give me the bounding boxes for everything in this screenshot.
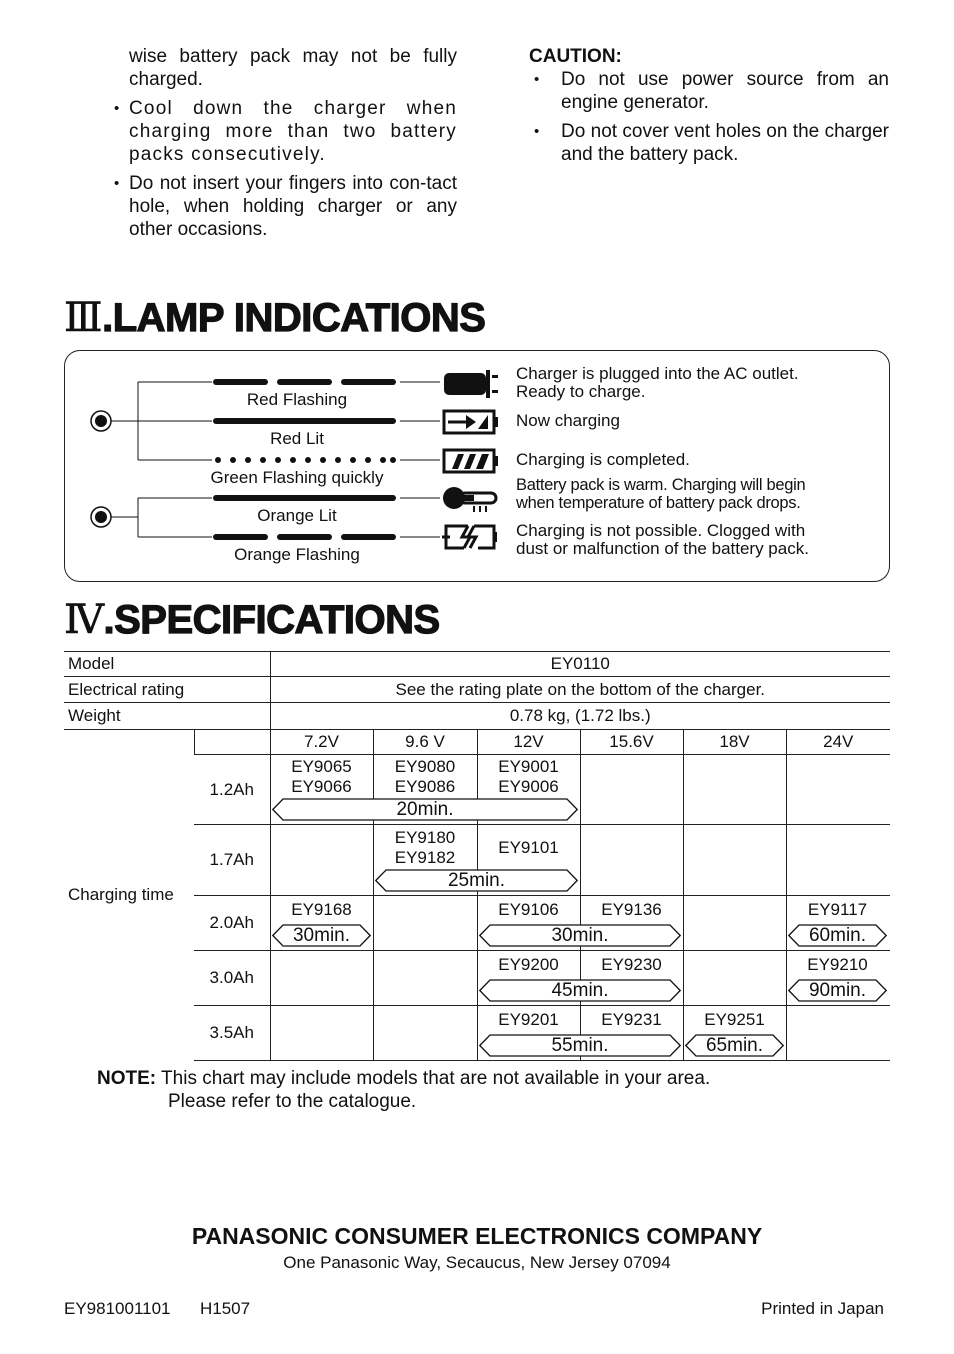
capacity-label: 2.0Ah xyxy=(194,896,270,951)
red-green-lamp-icon xyxy=(91,411,111,431)
table-row-rating xyxy=(64,677,890,703)
charging-time-label: Charging time xyxy=(64,730,194,1061)
caution-title: CAUTION: xyxy=(529,46,622,67)
desc-plugged: Charger is plugged into the AC outlet. Ready to charge. xyxy=(516,364,799,401)
charging-time: 55min. xyxy=(551,1035,609,1056)
printed-in: Printed in Japan xyxy=(761,1299,884,1318)
caution-bullet-vent: • Do not cover vent holes on the charger and the battery pack. xyxy=(529,120,889,166)
rating-label: Electrical rating xyxy=(64,677,270,703)
specifications-title: .SPECIFICATIONS xyxy=(103,598,440,642)
caution-bullet-generator: • Do not use power source from an engine generator. xyxy=(529,68,889,114)
lamp-label-red-lit: Red Lit xyxy=(270,429,324,448)
bullet-fingers: • Do not insert your fingers into con-tact hole, when holding charger or any other occasions. xyxy=(109,172,457,241)
desc-charging: Now charging xyxy=(516,411,620,430)
thermometer-icon xyxy=(443,487,496,512)
lamp-indications-title: .LAMP INDICATIONS xyxy=(102,296,486,340)
full-battery-icon xyxy=(444,450,498,472)
model-cell: EY9001 EY9006 xyxy=(498,757,559,796)
capacity-label: 1.2Ah xyxy=(194,755,270,825)
voltage-header: 9.6 V xyxy=(373,730,477,755)
charging-arrow-battery-icon xyxy=(444,411,498,433)
model-cell: EY9168 xyxy=(291,900,352,919)
table-row-voltages xyxy=(64,730,890,755)
desc-not-possible: Charging is not possible. Clogged with dust or malfunction of the battery pack. xyxy=(516,521,809,558)
model-label: Model xyxy=(64,652,270,677)
model-cell: EY9201 xyxy=(498,1010,559,1029)
model-cell: EY9230 xyxy=(601,955,662,974)
table-row-model xyxy=(64,652,890,677)
model-cell: EY9080 EY9086 xyxy=(394,757,456,796)
green-flashing-pattern xyxy=(215,457,396,463)
charging-time: 20min. xyxy=(396,799,454,820)
model-cell: EY9106 xyxy=(498,900,559,919)
voltage-header: 15.6V xyxy=(580,730,683,755)
broken-battery-icon xyxy=(442,526,497,548)
company-address: One Panasonic Way, Secaucus, New Jersey 07094 xyxy=(283,1253,671,1272)
model-cell: EY9117 xyxy=(807,900,868,919)
model-cell: EY9101 xyxy=(498,838,559,857)
model-cell: EY9200 xyxy=(498,955,559,974)
model-value: EY0110 xyxy=(270,652,890,677)
lamp-label-orange-lit: Orange Lit xyxy=(257,506,337,525)
desc-warm: Battery pack is warm. Charging will begin when temperature of battery pack drops. xyxy=(516,476,806,512)
bullet-cool-down: • Cool down the charger when charging more than two battery packs consecutively. xyxy=(109,97,457,166)
model-cell: EY9180 EY9182 xyxy=(394,828,456,867)
capacity-label: 3.5Ah xyxy=(194,1006,270,1061)
model-cell: EY9251 xyxy=(704,1010,765,1029)
note-line-1: This chart may include models that are not available in your area. xyxy=(161,1068,711,1089)
section-number-iii: Ⅲ xyxy=(64,295,103,340)
charging-time: 30min. xyxy=(551,925,609,946)
weight-value: 0.78 kg, (1.72 lbs.) xyxy=(270,703,890,730)
voltage-header: 18V xyxy=(683,730,786,755)
charging-time: 25min. xyxy=(447,870,506,891)
lamp-label-green-flashing: Green Flashing quickly xyxy=(210,468,384,487)
model-cell: EY9210 xyxy=(807,955,868,974)
capacity-label: 3.0Ah xyxy=(194,951,270,1006)
note-label: NOTE: xyxy=(97,1068,157,1089)
weight-label: Weight xyxy=(64,703,270,730)
capacity-label: 1.7Ah xyxy=(194,825,270,896)
intro-text: wise battery pack may not be fully charged. xyxy=(129,46,457,90)
revision-code: H1507 xyxy=(200,1299,251,1318)
table-row-weight xyxy=(64,703,890,730)
lamp-label-red-flashing: Red Flashing xyxy=(246,390,348,409)
note xyxy=(97,1067,710,1113)
desc-completed: Charging is completed. xyxy=(516,450,690,469)
charging-time: 60min. xyxy=(808,925,867,946)
voltage-header: 7.2V xyxy=(270,730,373,755)
charging-time: 65min. xyxy=(705,1035,764,1056)
model-cell: EY9065 EY9066 xyxy=(291,757,352,796)
charging-time: 45min. xyxy=(551,980,609,1001)
model-cell: EY9231 xyxy=(601,1010,662,1029)
voltage-header: 24V xyxy=(786,730,890,755)
note-line-2: Please refer to the catalogue. xyxy=(168,1091,417,1112)
company-name: PANASONIC CONSUMER ELECTRONICS COMPANY xyxy=(191,1223,763,1249)
charging-time: 30min. xyxy=(292,925,351,946)
lamp-label-orange-flashing: Orange Flashing xyxy=(234,545,360,564)
orange-lamp-icon xyxy=(91,507,111,527)
document-code: EY981001101 xyxy=(64,1299,171,1318)
specifications-heading xyxy=(64,596,440,643)
section-number-iv: Ⅳ xyxy=(64,597,104,642)
plug-icon xyxy=(444,370,498,398)
rating-value: See the rating plate on the bottom of the charger. xyxy=(270,677,890,703)
model-cell: EY9136 xyxy=(601,900,662,919)
voltage-header: 12V xyxy=(477,730,580,755)
charging-time: 90min. xyxy=(808,980,867,1001)
